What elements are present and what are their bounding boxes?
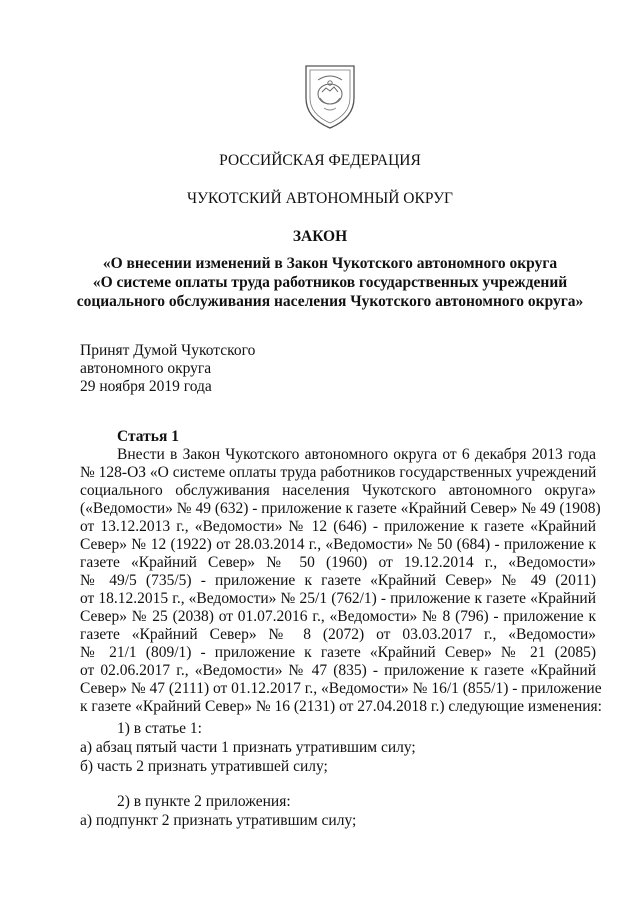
item-1 (80, 719, 416, 776)
law-title (70, 254, 590, 311)
article-line: газете «Крайний Север» № 50 (1960) от 19.12.2014 г., «Ведомости» (80, 554, 596, 571)
subitem: а) подпункт 2 признать утратившим силу; (80, 812, 357, 829)
item-heading: 1) в статье 1: (117, 720, 202, 737)
article-line: от 13.12.2013 г., «Ведомости» № 12 (646) - приложение к газете «Крайний (80, 518, 596, 535)
adoption-date: 29 ноября 2019 года (80, 378, 212, 395)
article-line: Внести в Закон Чукотского автономного округа от 6 декабря 2013 года (117, 446, 596, 463)
coat-of-arms-icon (302, 58, 358, 130)
article-line: к газете «Крайний Север» № 16 (2131) от 27.04.2018 г.) следующие изменения: (80, 698, 602, 715)
article-body (80, 446, 602, 716)
article-line: Север» № 25 (2038) от 01.07.2016 г., «Ведомости» № 8 (796) - приложение к (80, 608, 596, 625)
article-line: Север» № 47 (2111) от 01.12.2017 г., «Ведомости» № 16/1 (855/1) - приложение (80, 680, 602, 697)
document-type-heading: ЗАКОН (292, 228, 348, 245)
article-line: № 21/1 (809/1) - приложение к газете «Крайний Север» № 21 (2085) (80, 644, 596, 661)
law-title-line: социального обслуживания населения Чукотского автономного округа» (76, 293, 584, 310)
article-line: газете «Крайний Север» № 8 (2072) от 03.03.2017 г., «Ведомости» (80, 626, 596, 643)
region-heading: ЧУКОТСКИЙ АВТОНОМНЫЙ ОКРУГ (186, 190, 454, 207)
law-title-line: «О внесении изменений в Закон Чукотского автономного округа (102, 255, 558, 272)
item-heading: 2) в пункте 2 приложения: (117, 793, 291, 810)
article-line: Север» № 12 (1922) от 28.03.2014 г., «Ведомости» № 50 (684) - приложение к (80, 536, 596, 553)
adoption-line: Принят Думой Чукотского (80, 342, 256, 359)
article-line: социального обслуживания населения Чукотского автономного округа» (80, 482, 596, 499)
adoption-line: автономного округа (80, 360, 212, 377)
law-title-line: «О системе оплаты труда работников государственных учреждений (92, 274, 568, 291)
article-line: от 18.12.2015 г., «Ведомости» № 25/1 (762/1) - приложение к газете «Крайний (80, 590, 596, 607)
subitem: б) часть 2 признать утратившей силу; (80, 758, 328, 775)
article-line: («Ведомости» № 49 (632) - приложение к газете «Крайний Север» № 49 (1908) (80, 500, 601, 517)
item-2 (80, 792, 357, 830)
country-heading: РОССИЙСКАЯ ФЕДЕРАЦИЯ (219, 152, 421, 169)
article-line: № 128-ОЗ «О системе оплаты труда работников государственных учреждений (80, 464, 597, 481)
article-heading: Статья 1 (117, 428, 179, 445)
article-line: № 49/5 (735/5) - приложение к газете «Крайний Север» № 49 (2011) (80, 572, 596, 589)
adoption-block (80, 342, 255, 396)
article-line: от 02.06.2017 г., «Ведомости» № 47 (835) - приложение к газете «Крайний (80, 662, 596, 679)
subitem: а) абзац пятый части 1 признать утратившим силу; (80, 739, 416, 756)
